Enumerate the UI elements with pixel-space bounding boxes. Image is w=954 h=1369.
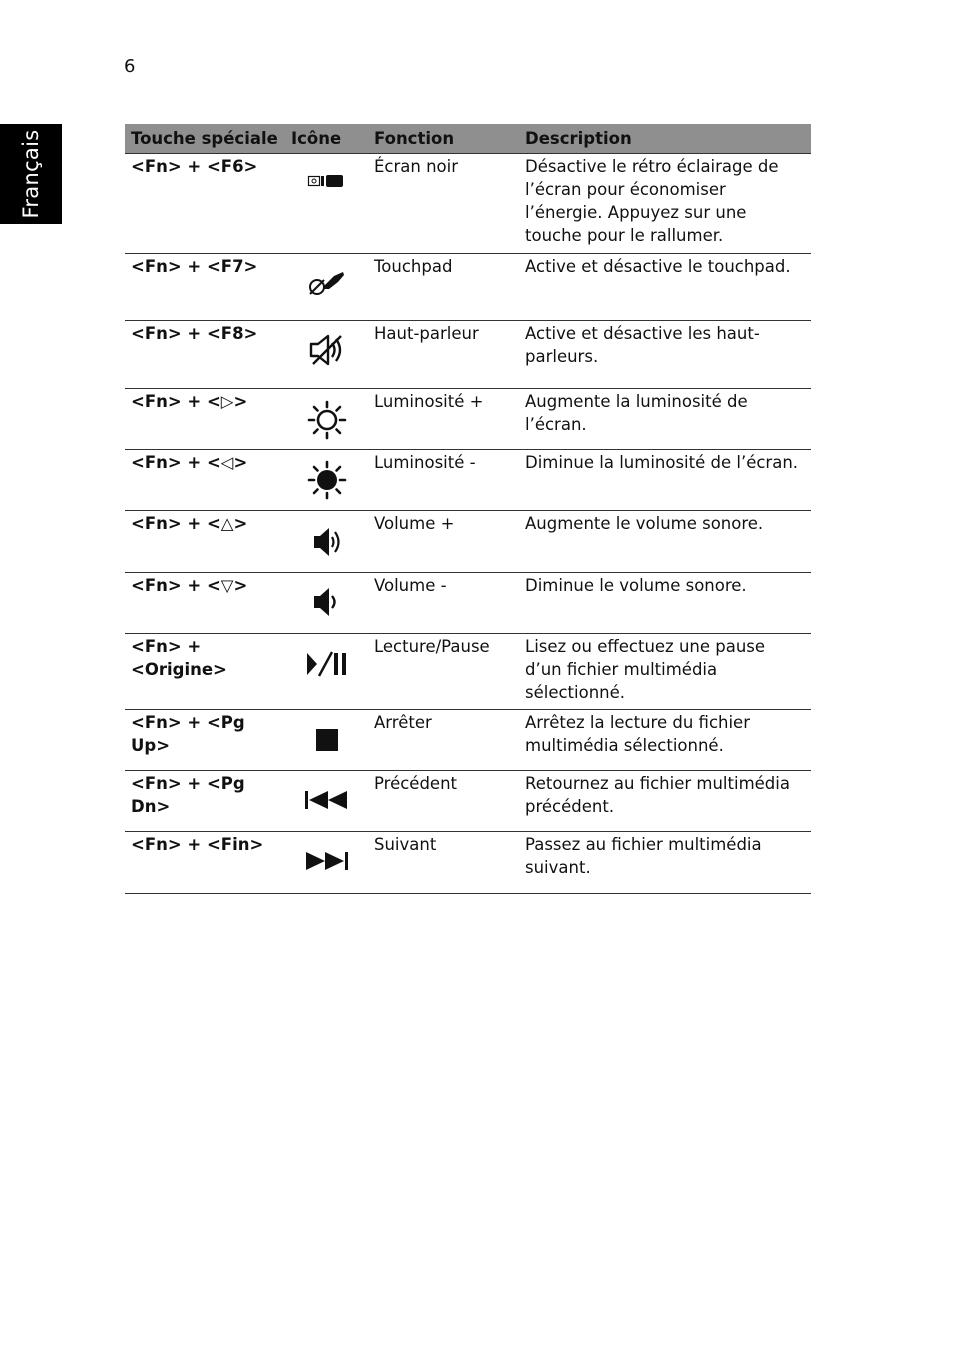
screen-off-icon [307, 172, 347, 192]
table-row [125, 710, 811, 771]
function-cell: Luminosité + [368, 389, 519, 450]
key-cell: <Fn> + <Fin> [125, 832, 285, 894]
key-cell: <Fn> + <▽> [125, 573, 285, 634]
stop-icon [315, 729, 339, 751]
table-row [125, 573, 811, 634]
icon-cell [285, 154, 368, 254]
description-cell: Active et désactive le touchpad. [519, 254, 811, 321]
description-cell: Diminue la luminosité de l’écran. [519, 450, 811, 511]
description-cell: Retournez au fichier multimédia précédent. [519, 771, 811, 832]
description-cell: Lisez ou effectuez une pause d’un fichier multimédia sélectionné. [519, 634, 811, 710]
language-tab [0, 124, 62, 224]
function-cell: Suivant [368, 832, 519, 894]
function-cell: Arrêter [368, 710, 519, 771]
table-row [125, 389, 811, 450]
function-cell: Écran noir [368, 154, 519, 254]
icon-cell [285, 710, 368, 771]
function-cell: Précédent [368, 771, 519, 832]
key-cell: <Fn> + <△> [125, 511, 285, 573]
key-cell: <Fn> + <Pg Up> [125, 710, 285, 771]
icon-cell [285, 254, 368, 321]
description-cell: Diminue le volume sonore. [519, 573, 811, 634]
header-description: Description [519, 124, 811, 154]
key-cell: <Fn> + <F6> [125, 154, 285, 254]
key-cell: <Fn> + <▷> [125, 389, 285, 450]
table-row [125, 771, 811, 832]
description-cell: Passez au fichier multimédia suivant. [519, 832, 811, 894]
touchpad-toggle-icon [307, 268, 347, 298]
table-row [125, 450, 811, 511]
brightness-down-icon [307, 460, 347, 500]
icon-cell [285, 832, 368, 894]
function-cell: Haut-parleur [368, 321, 519, 389]
volume-up-icon [307, 525, 347, 559]
header-icon: Icône [285, 124, 368, 154]
key-cell: <Fn> + <◁> [125, 450, 285, 511]
table-row [125, 154, 811, 254]
function-cell: Luminosité - [368, 450, 519, 511]
description-cell: Augmente le volume sonore. [519, 511, 811, 573]
function-keys-table [125, 124, 811, 894]
language-tab-label: Français [19, 129, 43, 219]
table-row [125, 634, 811, 710]
page-number: 6 [124, 56, 136, 77]
description-cell: Active et désactive les haut-parleurs. [519, 321, 811, 389]
table-header-row [125, 124, 811, 154]
header-key: Touche spéciale [125, 124, 285, 154]
table-row [125, 254, 811, 321]
function-cell: Volume + [368, 511, 519, 573]
icon-cell [285, 771, 368, 832]
previous-track-icon [304, 790, 350, 810]
header-function: Fonction [368, 124, 519, 154]
key-cell: <Fn> + <Pg Dn> [125, 771, 285, 832]
table-row [125, 832, 811, 894]
icon-cell [285, 450, 368, 511]
key-cell: <Fn> + <F8> [125, 321, 285, 389]
description-cell: Désactive le rétro éclairage de l’écran pour économiser l’énergie. Appuyez sur une touche pour le rallumer. [519, 154, 811, 254]
icon-cell [285, 573, 368, 634]
icon-cell [285, 634, 368, 710]
icon-cell [285, 389, 368, 450]
key-cell: <Fn> + <Origine> [125, 634, 285, 710]
table-row [125, 321, 811, 389]
description-cell: Augmente la luminosité de l’écran. [519, 389, 811, 450]
key-cell: <Fn> + <F7> [125, 254, 285, 321]
description-cell: Arrêtez la lecture du fichier multimédia sélectionné. [519, 710, 811, 771]
volume-down-icon [307, 585, 347, 619]
icon-cell [285, 511, 368, 573]
function-cell: Lecture/Pause [368, 634, 519, 710]
function-cell: Volume - [368, 573, 519, 634]
play-pause-icon [305, 651, 349, 677]
table-row [125, 511, 811, 573]
function-cell: Touchpad [368, 254, 519, 321]
speaker-mute-icon [307, 333, 347, 367]
icon-cell [285, 321, 368, 389]
brightness-up-icon [307, 400, 347, 440]
next-track-icon [304, 851, 350, 871]
